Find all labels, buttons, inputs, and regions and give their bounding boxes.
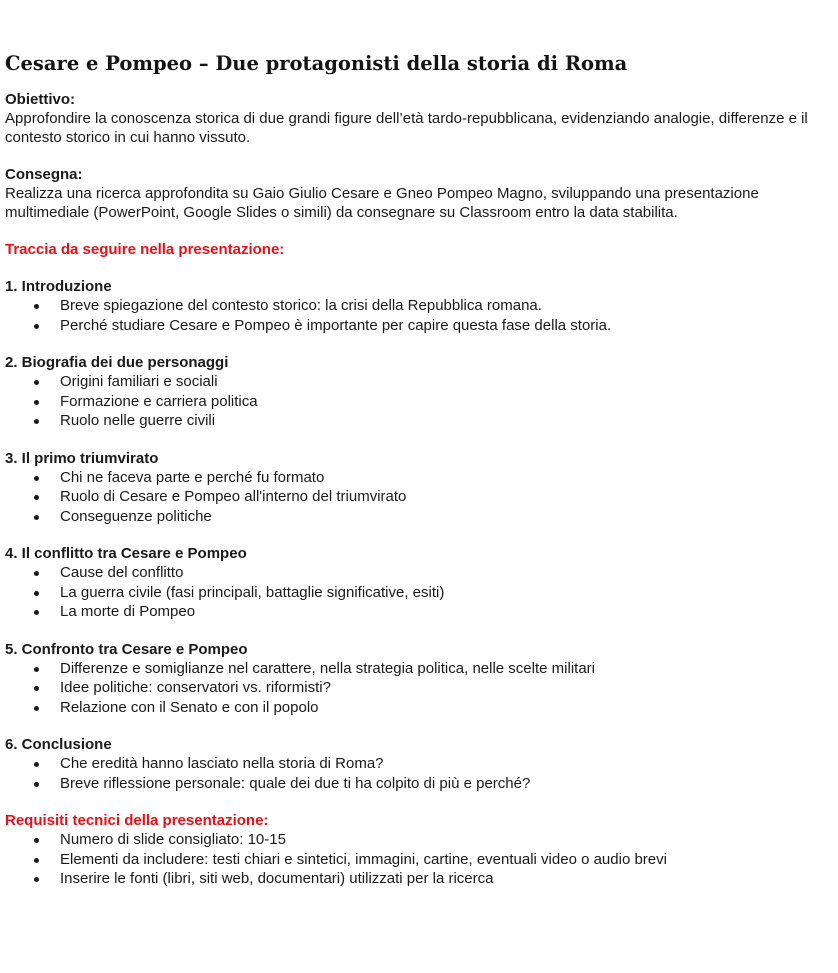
bullet-text: Differenze e somiglianze nel carattere, nella strategia politica, nelle scelte militari [60, 659, 595, 677]
section-bullet-list [5, 659, 833, 718]
bullet-text: Breve spiegazione del contesto storico: la crisi della Repubblica romana. [60, 297, 542, 314]
bullet-text: Chi ne faceva parte e perché fu formato [60, 468, 325, 486]
bullet-item [5, 659, 833, 679]
bullet-text: Ruolo di Cesare e Pompeo all'interno del triumvirato [60, 488, 407, 505]
bullet-dot-icon [34, 400, 39, 405]
section-bullet-list [5, 372, 833, 431]
bullet-text: Che eredità hanno lasciato nella storia di Roma? [60, 755, 384, 772]
bullet-dot-icon [34, 380, 39, 385]
bullet-dot-icon [34, 762, 39, 767]
outline-section [5, 735, 833, 793]
bullet-item [5, 583, 833, 603]
outline-heading: Traccia da seguire nella presentazione: [5, 241, 285, 258]
objective-label: Obiettivo: [5, 91, 75, 108]
bullet-item [5, 507, 833, 527]
bullet-text: Ruolo nelle guerre civili [60, 412, 216, 429]
assignment-text: Realizza una ricerca approfondita su Gaio Giulio Cesare e Gneo Pompeo Magno, sviluppando una presentazione multimediale (PowerPoint, Google Slides o simili) da consegnare su Classroom entro la data stabilita. [5, 185, 759, 221]
bullet-dot-icon [34, 858, 39, 863]
bullet-dot-icon [34, 476, 39, 481]
requirement-text: Elementi da includere: testi chiari e sintetici, immagini, cartine, eventuali video o audio brevi [60, 850, 667, 868]
document-title: Cesare e Pompeo – Due protagonisti della storia di Roma [5, 52, 628, 75]
section-heading: 6. Conclusione [5, 736, 112, 753]
bullet-text: Relazione con il Senato e con il popolo [60, 698, 319, 716]
section-heading: 5. Confronto tra Cesare e Pompeo [5, 640, 248, 658]
bullet-item [5, 296, 833, 316]
bullet-dot-icon [34, 419, 39, 424]
bullet-dot-icon [34, 495, 39, 500]
bullet-text: La guerra civile (fasi principali, battaglie significative, esiti) [60, 583, 445, 601]
section-bullet-list [5, 754, 833, 793]
requirement-text: Numero di slide consigliato: 10-15 [60, 831, 286, 848]
requirement-text: Inserire le fonti (libri, siti web, documentari) utilizzati per la ricerca [60, 870, 494, 887]
section-heading: 4. Il conflitto tra Cesare e Pompeo [5, 545, 247, 562]
bullet-text: La morte di Pompeo [60, 603, 196, 620]
section-bullet-list [5, 296, 833, 335]
section-bullet-list [5, 563, 833, 622]
document [5, 50, 833, 889]
bullet-dot-icon [34, 591, 39, 596]
objective-text: Approfondire la conoscenza storica di due grandi figure dell’età tardo-repubblicana, evidenziando analogie, differenze e il contesto storico in cui hanno vissuto. [5, 110, 808, 146]
bullet-text: Breve riflessione personale: quale dei due ti ha colpito di più e perché? [60, 774, 531, 792]
requirements-block [5, 811, 833, 889]
bullet-dot-icon [34, 838, 39, 843]
bullet-text: Cause del conflitto [60, 564, 184, 581]
outline-section [5, 277, 833, 335]
objective-block [5, 90, 833, 147]
bullet-dot-icon [34, 877, 39, 882]
outline-section [5, 544, 833, 622]
bullet-item [5, 698, 833, 718]
requirement-item [5, 869, 833, 889]
outline-heading-block [5, 240, 833, 259]
requirement-item [5, 850, 833, 870]
bullet-item [5, 563, 833, 583]
bullet-item [5, 487, 833, 507]
assignment-block [5, 165, 833, 222]
outline-section [5, 449, 833, 527]
bullet-dot-icon [34, 667, 39, 672]
bullet-item [5, 754, 833, 774]
requirements-list [5, 830, 833, 889]
bullet-dot-icon [34, 686, 39, 691]
bullet-dot-icon [34, 706, 39, 711]
bullet-item [5, 411, 833, 431]
section-bullet-list [5, 468, 833, 527]
bullet-dot-icon [34, 304, 39, 309]
outline-section [5, 353, 833, 431]
requirements-heading: Requisiti tecnici della presentazione: [5, 812, 269, 829]
bullet-dot-icon [34, 515, 39, 520]
sections [5, 277, 833, 793]
section-heading: 3. Il primo triumvirato [5, 449, 159, 467]
bullet-text: Perché studiare Cesare e Pompeo è importante per capire questa fase della storia. [60, 316, 612, 334]
assignment-label: Consegna: [5, 166, 83, 183]
bullet-item [5, 678, 833, 698]
bullet-item [5, 602, 833, 622]
bullet-text: Formazione e carriera politica [60, 392, 258, 410]
section-heading: 1. Introduzione [5, 278, 112, 295]
bullet-dot-icon [34, 324, 39, 329]
bullet-item [5, 372, 833, 392]
bullet-dot-icon [34, 571, 39, 576]
bullet-text: Origini familiari e sociali [60, 373, 218, 390]
outline-section [5, 640, 833, 718]
section-heading: 2. Biografia dei due personaggi [5, 354, 229, 371]
bullet-item [5, 316, 833, 336]
bullet-item [5, 774, 833, 794]
bullet-dot-icon [34, 782, 39, 787]
bullet-text: Idee politiche: conservatori vs. riformisti? [60, 679, 331, 696]
requirement-item [5, 830, 833, 850]
bullet-text: Conseguenze politiche [60, 507, 212, 525]
bullet-item [5, 468, 833, 488]
bullet-item [5, 392, 833, 412]
bullet-dot-icon [34, 610, 39, 615]
